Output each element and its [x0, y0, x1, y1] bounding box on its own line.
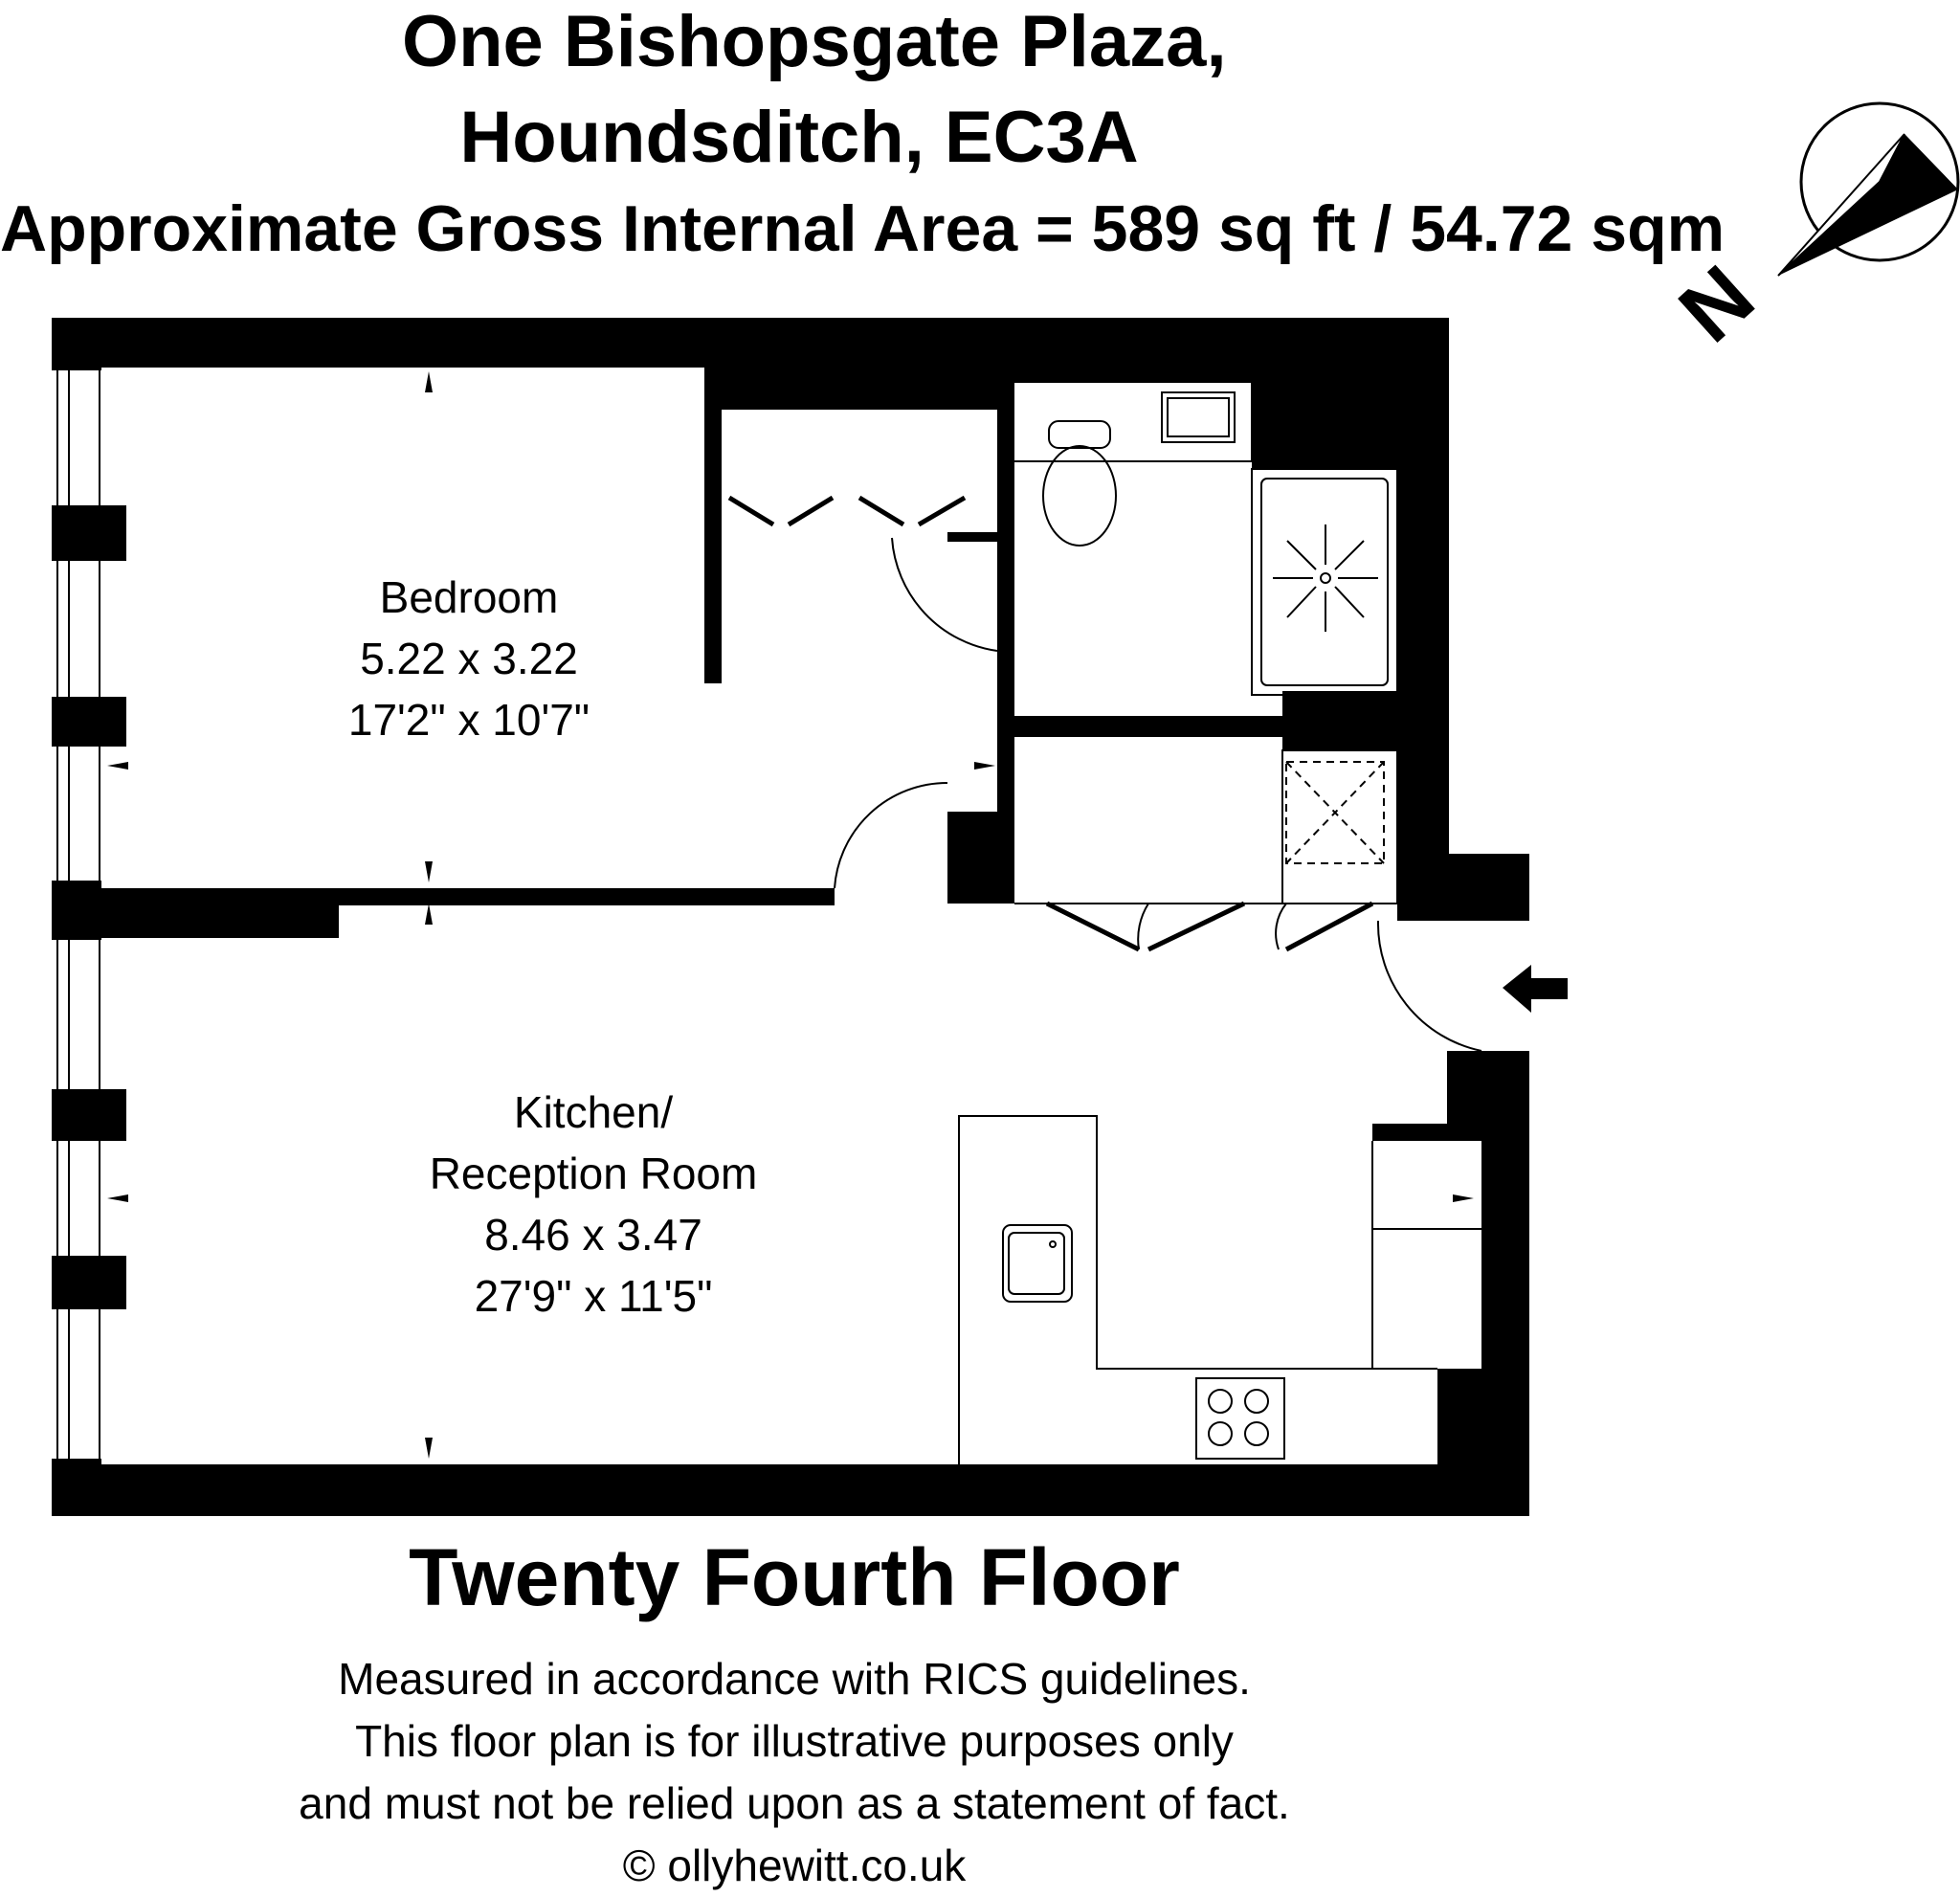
entrance-arrow [1503, 965, 1568, 1013]
kitchen-name-line1: Kitchen/ [513, 1087, 674, 1137]
property-title-line1: One Bishopsgate Plaza, [402, 1, 1227, 82]
copyright-line: © ollyhewitt.co.uk [622, 1841, 967, 1890]
disclaimer-line3: and must not be relied upon as a statement of fact. [299, 1778, 1290, 1828]
kitchen-reception-label [402, 1082, 785, 1327]
gross-internal-area: Approximate Gross Internal Area = 589 sq ft / 54.72 sqm [0, 192, 1726, 265]
property-title-line2: Houndsditch, EC3A [459, 97, 1139, 178]
bedroom-metric-size: 5.22 x 3.22 [360, 634, 578, 683]
walls [52, 318, 1529, 1516]
disclaimer-line1: Measured in accordance with RICS guidelines. [338, 1654, 1251, 1704]
kitchen-metric-size: 8.46 x 3.47 [484, 1210, 702, 1260]
bedroom-name: Bedroom [379, 572, 559, 622]
floor-name: Twenty Fourth Floor [409, 1532, 1180, 1622]
kitchen-name-line2: Reception Room [429, 1149, 758, 1198]
kitchen-imperial-size: 27'9" x 11'5" [474, 1271, 713, 1321]
bedroom-label [316, 567, 622, 750]
fixtures [729, 383, 1481, 1464]
disclaimer [191, 1648, 1397, 1897]
compass-north-letter: N [1661, 248, 1772, 361]
bedroom-imperial-size: 17'2" x 10'7" [347, 695, 590, 745]
disclaimer-line2: This floor plan is for illustrative purposes only [355, 1716, 1234, 1766]
